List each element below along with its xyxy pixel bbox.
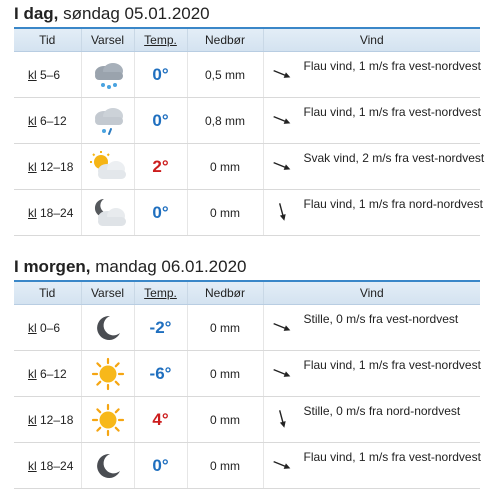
time-prefix-link[interactable]: kl bbox=[28, 412, 37, 427]
time-cell bbox=[14, 98, 81, 144]
time-range: 6–12 bbox=[36, 366, 67, 381]
time-cell bbox=[14, 190, 81, 236]
wind-description: Flau vind, 1 m/s fra vest-nordvest bbox=[303, 450, 481, 464]
time-prefix-link[interactable]: kl bbox=[28, 205, 37, 220]
col-wind-header: Vind bbox=[263, 28, 480, 52]
wind-arrow-icon bbox=[272, 110, 292, 130]
col-temp-header[interactable] bbox=[134, 28, 187, 52]
wind-description: Flau vind, 1 m/s fra vest-nordvest bbox=[303, 59, 481, 73]
precipitation-value: 0 mm bbox=[187, 397, 263, 443]
wind-description: Svak vind, 2 m/s fra vest-nordvest bbox=[303, 151, 485, 165]
wind-arrow-icon bbox=[272, 317, 292, 337]
temperature-value: 2° bbox=[134, 144, 187, 190]
table-header-row bbox=[14, 28, 480, 52]
col-icon-header: Varsel bbox=[81, 28, 134, 52]
col-icon-header: Varsel bbox=[81, 281, 134, 305]
sleet-cloud-icon bbox=[82, 104, 134, 138]
today-forecast-table bbox=[14, 27, 485, 236]
wind-description: Stille, 0 m/s fra vest-nordvest bbox=[303, 312, 459, 326]
wind-cell bbox=[263, 443, 480, 489]
time-cell bbox=[14, 443, 81, 489]
forecast-icon-cell bbox=[81, 443, 134, 489]
precipitation-value: 0 mm bbox=[187, 351, 263, 397]
wind-arrow-icon bbox=[272, 156, 292, 176]
tomorrow-heading-bold: I morgen, bbox=[14, 257, 91, 276]
col-time-header: Tid bbox=[14, 281, 81, 305]
wind-arrow-icon bbox=[272, 202, 292, 222]
time-prefix-link[interactable]: kl bbox=[28, 366, 37, 381]
wind-cell bbox=[263, 98, 480, 144]
time-range: 0–6 bbox=[36, 320, 61, 335]
wind-arrow-icon bbox=[272, 409, 292, 429]
moon-icon bbox=[82, 311, 134, 345]
forecast-row bbox=[14, 190, 480, 236]
temperature-value: 4° bbox=[134, 397, 187, 443]
col-temp-header[interactable] bbox=[134, 281, 187, 305]
temperature-value: 0° bbox=[134, 52, 187, 98]
wind-cell bbox=[263, 351, 480, 397]
wind-cell bbox=[263, 305, 480, 351]
forecast-row bbox=[14, 443, 480, 489]
forecast-row bbox=[14, 144, 480, 190]
forecast-icon-cell bbox=[81, 305, 134, 351]
wind-description: Flau vind, 1 m/s fra vest-nordvest bbox=[303, 105, 481, 119]
forecast-row bbox=[14, 305, 480, 351]
forecast-row bbox=[14, 52, 480, 98]
time-prefix-link[interactable]: kl bbox=[28, 320, 37, 335]
table-header-row bbox=[14, 281, 480, 305]
wind-description: Stille, 0 m/s fra nord-nordvest bbox=[303, 404, 461, 418]
wind-description: Flau vind, 1 m/s fra nord-nordvest bbox=[303, 197, 483, 211]
wind-cell bbox=[263, 144, 485, 190]
forecast-icon-cell bbox=[81, 98, 134, 144]
temperature-value: 0° bbox=[134, 190, 187, 236]
time-cell bbox=[14, 397, 81, 443]
time-cell bbox=[14, 144, 81, 190]
forecast-row bbox=[14, 98, 480, 144]
wind-arrow-icon bbox=[272, 363, 292, 383]
temp-header-link[interactable]: Temp. bbox=[144, 33, 177, 47]
temperature-value: 0° bbox=[134, 443, 187, 489]
moon-cloud-icon bbox=[82, 196, 134, 230]
precipitation-value: 0,5 mm bbox=[187, 52, 263, 98]
tomorrow-heading-date: mandag 06.01.2020 bbox=[90, 257, 247, 276]
snow-cloud-icon bbox=[82, 58, 134, 92]
tomorrow-heading bbox=[14, 257, 246, 277]
time-range: 18–24 bbox=[36, 458, 74, 473]
precipitation-value: 0 mm bbox=[187, 144, 263, 190]
wind-cell bbox=[263, 397, 480, 443]
precipitation-value: 0 mm bbox=[187, 190, 263, 236]
today-heading-bold: I dag, bbox=[14, 4, 59, 23]
col-wind-header: Vind bbox=[263, 281, 480, 305]
wind-description: Flau vind, 1 m/s fra vest-nordvest bbox=[303, 358, 481, 372]
precipitation-value: 0 mm bbox=[187, 443, 263, 489]
time-cell bbox=[14, 351, 81, 397]
col-prec-header: Nedbør bbox=[187, 28, 263, 52]
sun-icon bbox=[82, 403, 134, 437]
temperature-value: 0° bbox=[134, 98, 187, 144]
sun-icon bbox=[82, 357, 134, 391]
forecast-icon-cell bbox=[81, 52, 134, 98]
col-time-header: Tid bbox=[14, 28, 81, 52]
time-range: 18–24 bbox=[36, 205, 74, 220]
col-prec-header: Nedbør bbox=[187, 281, 263, 305]
time-cell bbox=[14, 52, 81, 98]
time-range: 6–12 bbox=[36, 113, 67, 128]
forecast-icon-cell bbox=[81, 397, 134, 443]
wind-cell bbox=[263, 190, 483, 236]
time-prefix-link[interactable]: kl bbox=[28, 113, 37, 128]
time-prefix-link[interactable]: kl bbox=[28, 67, 37, 82]
forecast-icon-cell bbox=[81, 144, 134, 190]
partly-sunny-icon bbox=[82, 150, 134, 184]
wind-arrow-icon bbox=[272, 455, 292, 475]
time-cell bbox=[14, 305, 81, 351]
forecast-icon-cell bbox=[81, 190, 134, 236]
moon-icon bbox=[82, 449, 134, 483]
forecast-icon-cell bbox=[81, 351, 134, 397]
temp-header-link[interactable]: Temp. bbox=[144, 286, 177, 300]
today-heading bbox=[14, 4, 210, 24]
wind-arrow-icon bbox=[272, 64, 292, 84]
time-range: 5–6 bbox=[36, 67, 61, 82]
wind-cell bbox=[263, 52, 480, 98]
temperature-value: -6° bbox=[134, 351, 187, 397]
time-range: 12–18 bbox=[36, 159, 74, 174]
forecast-row bbox=[14, 397, 480, 443]
time-prefix-link[interactable]: kl bbox=[28, 458, 37, 473]
time-range: 12–18 bbox=[36, 412, 74, 427]
forecast-row bbox=[14, 351, 480, 397]
time-prefix-link[interactable]: kl bbox=[28, 159, 37, 174]
precipitation-value: 0,8 mm bbox=[187, 98, 263, 144]
precipitation-value: 0 mm bbox=[187, 305, 263, 351]
tomorrow-forecast-table bbox=[14, 280, 480, 489]
today-heading-date: søndag 05.01.2020 bbox=[58, 4, 210, 23]
temperature-value: -2° bbox=[134, 305, 187, 351]
